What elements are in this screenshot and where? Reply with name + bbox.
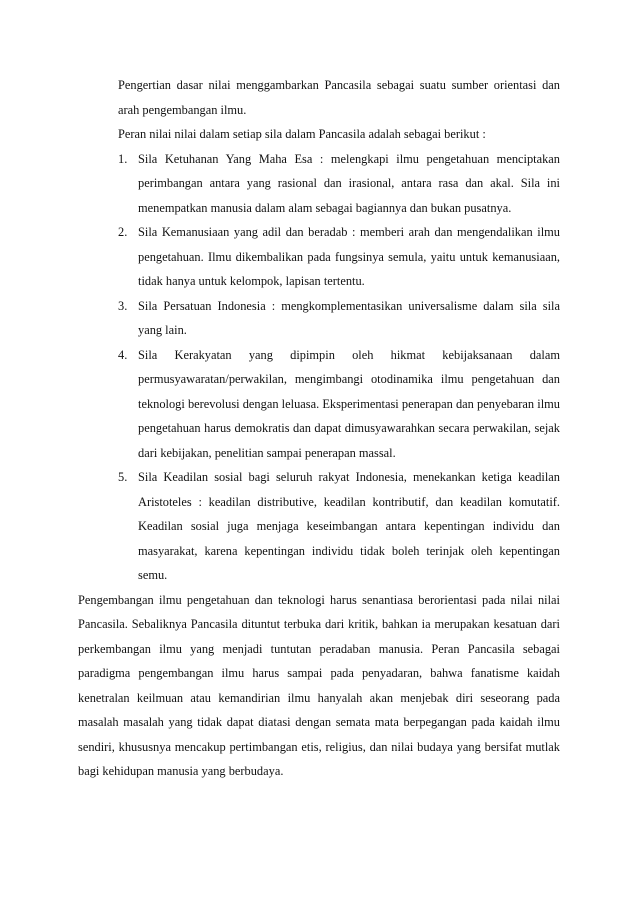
list-item-number: 4. bbox=[118, 347, 128, 362]
list-item-text: Sila Ketuhanan Yang Maha Esa : melengkapi ilmu pengetahuan menciptakan perimbangan antara yang rasional dan irasional, antara rasa dan akal. Sila ini menempatkan manusia dalam alam sebagai bagiannya dan bukan pusatnya. bbox=[138, 151, 560, 215]
list-item bbox=[118, 294, 560, 343]
sila-list bbox=[78, 147, 560, 588]
intro-paragraph-1: Pengertian dasar nilai menggambarkan Pancasila sebagai suatu sumber orientasi dan arah pengembangan ilmu. bbox=[118, 78, 560, 117]
list-item-text: Sila Keadilan sosial bagi seluruh rakyat Indonesia, menekankan ketiga keadilan Aristoteles : keadilan distributive, keadilan kontributif, dan keadilan komutatif. Keadilan sosial juga menjaga keseimbangan antara kepentingan individu dan masyarakat, karena kepentingan individu tidak boleh terinjak oleh kepentingan semu. bbox=[138, 470, 560, 582]
list-item bbox=[118, 220, 560, 294]
list-item-number: 1. bbox=[118, 151, 128, 166]
list-item-text: Sila Persatuan Indonesia : mengkomplementasikan universalisme dalam sila sila yang lain. bbox=[138, 298, 560, 337]
list-item bbox=[118, 343, 560, 466]
document-body bbox=[78, 73, 560, 784]
list-item-text: Sila Kemanusiaan yang adil dan beradab : memberi arah dan mengendalikan ilmu pengetahuan. Ilmu dikembalikan pada fungsinya semula, yaitu untuk kemanusiaan, tidak hanya untuk kelompok, lapisan tertentu. bbox=[138, 225, 560, 288]
list-item bbox=[118, 465, 560, 588]
list-item-text: Sila Kerakyatan yang dipimpin oleh hikmat kebijaksanaan dalam permusyawaratan/perwakilan, mengimbangi otodinamika ilmu pengetahuan dan teknologi berevolusi dengan leluasa. Eksperimentasi penerapan dan penyebaran ilmu pengetahuan harus demokratis dan dapat dimusyawarahkan secara perwakilan, sejak dari kebijakan, penelitian sampai penerapan massal. bbox=[138, 347, 560, 460]
closing-paragraph: Pengembangan ilmu pengetahuan dan teknologi harus senantiasa berorientasi pada nilai nilai Pancasila. Sebaliknya Pancasila dituntut terbuka dari kritik, bahkan ia merupakan kesatuan dari perkembangan ilmu yang menjadi tuntutan peradaban manusia. Peran Pancasila sebagai paradigma pengembangan ilmu harus sampai pada penyadaran, bahwa fanatisme kaidah kenetralan keilmuan atau kemandirian ilmu hanyalah akan menjebak diri seseorang pada masalah masalah yang tidak dapat diatasi dengan semata mata berpegangan pada kaidah ilmu sendiri, khususnya mencakup pertimbangan etis, religius, dan nilai budaya yang bersifat mutlak bagi kehidupan manusia yang berbudaya. bbox=[78, 592, 560, 778]
list-item-number: 5. bbox=[118, 470, 128, 484]
intro-paragraph-2: Peran nilai nilai dalam setiap sila dalam Pancasila adalah sebagai berikut : bbox=[118, 127, 486, 141]
list-item-number: 2. bbox=[118, 225, 128, 239]
list-item bbox=[118, 147, 560, 221]
intro-section bbox=[118, 73, 560, 147]
list-item-number: 3. bbox=[118, 298, 128, 313]
